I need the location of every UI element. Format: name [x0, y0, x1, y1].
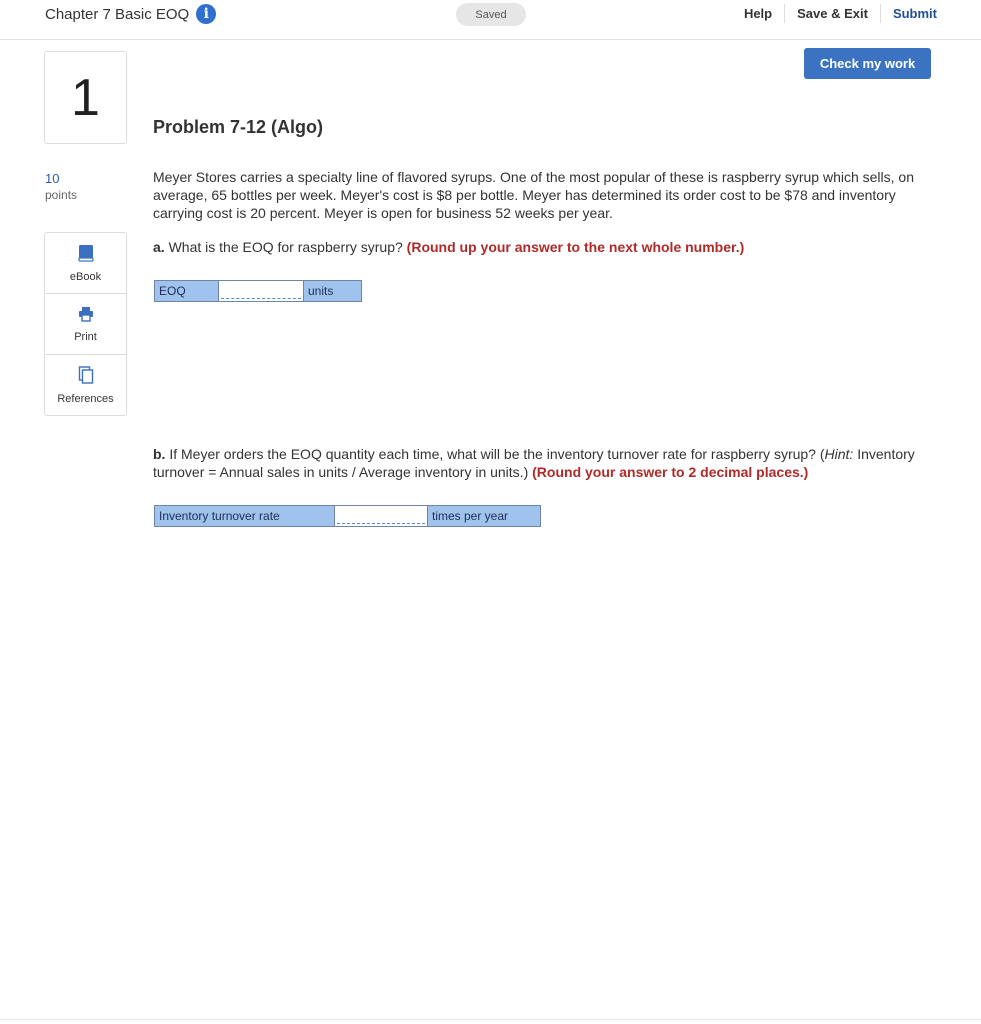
chapter-title	[45, 4, 216, 24]
part-b-hint-text: Inventory turnover = Annual sales in units / Average inventory in units.)	[153, 446, 915, 480]
references-icon	[78, 366, 94, 387]
submit-link[interactable]: Submit	[880, 4, 937, 23]
print-button[interactable]	[45, 294, 126, 355]
part-b-letter: b.	[153, 446, 166, 462]
turnover-label: Inventory turnover rate	[155, 506, 334, 526]
printer-icon	[78, 306, 94, 325]
save-exit-link[interactable]: Save & Exit	[784, 4, 880, 23]
part-b-instruction: (Round your answer to 2 decimal places.)	[532, 464, 809, 480]
points-label: points	[45, 188, 78, 202]
ebook-label: eBook	[69, 270, 102, 283]
part-a-letter: a.	[153, 239, 165, 255]
saved-status-badge: Saved	[456, 3, 526, 26]
turnover-input-wrap	[334, 506, 428, 526]
top-bar	[0, 0, 981, 40]
references-button[interactable]	[45, 355, 126, 415]
tools-panel	[44, 232, 127, 416]
bottom-divider	[0, 1019, 981, 1020]
turnover-unit: times per year	[428, 506, 540, 526]
print-label: Print	[74, 330, 97, 343]
references-label: References	[57, 392, 114, 405]
ebook-button[interactable]	[45, 233, 126, 294]
question-number: 1	[44, 51, 127, 144]
turnover-input[interactable]	[337, 509, 425, 524]
part-b-hint-word: Hint:	[824, 446, 854, 462]
eoq-label: EOQ	[155, 281, 218, 301]
header-nav	[732, 4, 937, 23]
part-b-text: If Meyer orders the EOQ quantity each time, what will be the inventory turnover rate for raspberry syrup? (	[165, 446, 825, 462]
chapter-title-text: Chapter 7 Basic EOQ	[45, 5, 190, 23]
part-a-text: What is the EOQ for raspberry syrup?	[164, 239, 407, 255]
problem-text: Meyer Stores carries a specialty line of flavored syrups. One of the most popular of these is raspberry syrup which sells, on average, 65 bottles per week. Meyer's cost is $8 per bottle. Meyer has determined its order cost to be $78 and inventory carrying cost is 20 percent. Meyer is open for business 52 weeks per year.	[153, 169, 915, 221]
part-a-question	[153, 239, 943, 255]
check-my-work-button[interactable]: Check my work	[804, 48, 931, 79]
part-b-question	[153, 445, 943, 481]
info-icon[interactable]: i	[196, 4, 216, 24]
help-link[interactable]: Help	[743, 6, 773, 21]
eoq-answer-row	[154, 280, 362, 302]
part-a-instruction: (Round up your answer to the next whole number.)	[406, 239, 745, 255]
points-value: 10	[45, 171, 60, 186]
turnover-answer-row	[154, 505, 541, 527]
book-icon	[78, 244, 94, 265]
problem-title: Problem 7-12 (Algo)	[153, 117, 324, 137]
eoq-input[interactable]	[221, 284, 301, 299]
eoq-input-wrap	[218, 281, 304, 301]
eoq-unit: units	[304, 281, 361, 301]
